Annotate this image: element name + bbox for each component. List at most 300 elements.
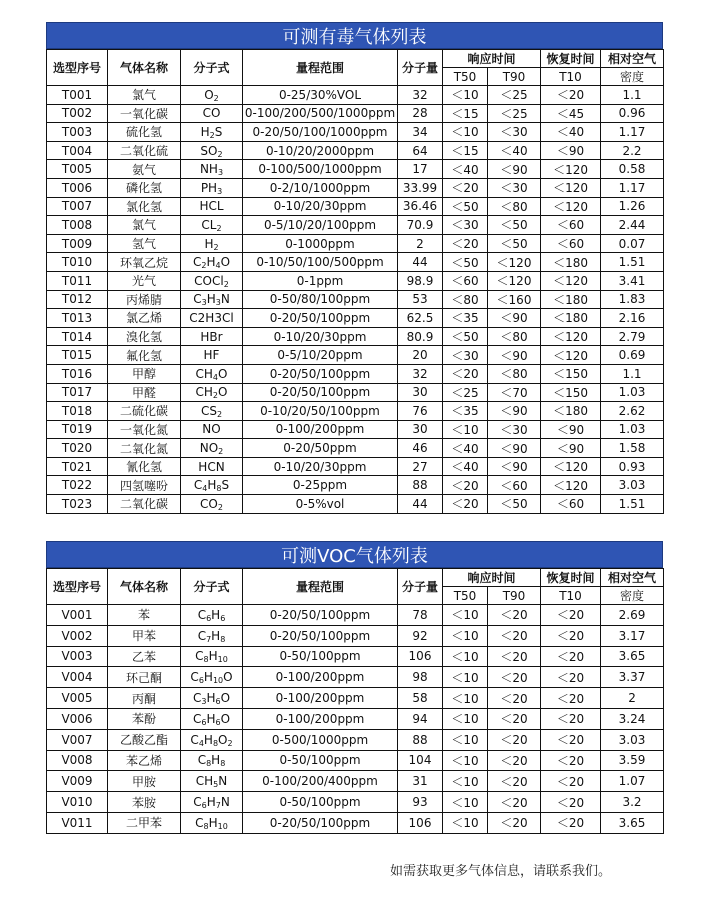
formula-part: O	[218, 366, 228, 381]
table-row	[47, 771, 664, 792]
formula-part: O	[218, 732, 228, 747]
table-row	[47, 86, 664, 105]
cell-model: V009	[47, 771, 108, 792]
cell-t90: ＜120	[488, 271, 541, 290]
table-row	[47, 234, 664, 253]
cell-formula	[181, 346, 243, 365]
cell-density: 2.62	[601, 402, 664, 421]
cell-t50: ＜20	[443, 495, 488, 514]
formula-part: PH	[200, 180, 218, 195]
table-row	[47, 160, 664, 179]
cell-gas-name: 乙苯	[108, 646, 181, 667]
cell-density: 2	[601, 688, 664, 709]
cell-formula	[181, 605, 243, 626]
cell-t10: ＜120	[541, 457, 601, 476]
cell-model: V002	[47, 625, 108, 646]
table-row	[47, 290, 664, 309]
cell-molecular-weight: 44	[398, 253, 443, 272]
cell-molecular-weight: 32	[398, 86, 443, 105]
cell-t50: ＜15	[443, 141, 488, 160]
cell-t90: ＜30	[488, 178, 541, 197]
formula-part: CL	[201, 217, 217, 232]
cell-t10: ＜20	[541, 667, 601, 688]
toxic-table-title: 可测有毒气体列表	[46, 22, 663, 49]
cell-gas-name: 甲醇	[108, 364, 181, 383]
formula-subscript: 3	[217, 168, 224, 178]
cell-molecular-weight: 27	[398, 457, 443, 476]
cell-gas-name: 氯气	[108, 216, 181, 235]
voc-table-title: 可测VOC气体列表	[46, 541, 663, 568]
formula-subscript: 6	[215, 717, 221, 727]
cell-formula	[181, 364, 243, 383]
table-row	[47, 141, 664, 160]
formula-subscript: 4	[212, 372, 219, 382]
table-row	[47, 667, 664, 688]
cell-t50: ＜10	[443, 729, 488, 750]
header-range: 量程范围	[243, 569, 398, 605]
cell-range: 0-1ppm	[243, 271, 398, 290]
table-row	[47, 197, 664, 216]
table-row	[47, 605, 664, 626]
cell-gas-name: 环氧乙烷	[108, 253, 181, 272]
formula-part: H	[207, 478, 217, 493]
formula-part: H	[206, 691, 216, 706]
formula-part: O	[220, 255, 231, 270]
formula-subscript: 10	[217, 821, 228, 831]
formula-subscript: 2	[216, 223, 222, 233]
formula-part: H	[208, 649, 218, 664]
cell-t50: ＜35	[443, 309, 488, 328]
formula-part: C	[192, 255, 202, 270]
cell-t90: ＜60	[488, 476, 541, 495]
cell-density: 1.03	[601, 420, 664, 439]
formula-part: C	[190, 732, 199, 747]
cell-model: T014	[47, 327, 108, 346]
cell-density: 0.69	[601, 346, 664, 365]
table-row	[47, 729, 664, 750]
formula-part: C	[192, 691, 202, 706]
cell-formula	[181, 253, 243, 272]
formula-part: S	[214, 124, 223, 139]
cell-range: 0-10/20/2000ppm	[243, 141, 398, 160]
cell-model: V001	[47, 605, 108, 626]
cell-t50: ＜50	[443, 253, 488, 272]
formula-subscript: 3	[201, 298, 207, 308]
cell-t90: ＜20	[488, 625, 541, 646]
formula-part: C2H3Cl	[189, 310, 234, 325]
header-name: 气体名称	[108, 569, 181, 605]
formula-subscript: 4	[198, 738, 204, 748]
formula-part: O	[220, 711, 231, 726]
cell-range: 0-20/50/100ppm	[243, 625, 398, 646]
cell-formula	[181, 234, 243, 253]
cell-range: 0-50/100ppm	[243, 646, 398, 667]
cell-t10: ＜20	[541, 688, 601, 709]
cell-gas-name: 丙烯腈	[108, 290, 181, 309]
formula-subscript: 6	[198, 676, 204, 686]
formula-subscript: 3	[217, 186, 223, 196]
cell-t10: ＜20	[541, 792, 601, 813]
cell-density: 3.59	[601, 750, 664, 771]
cell-density: 1.07	[601, 771, 664, 792]
cell-model: T023	[47, 495, 108, 514]
cell-range: 0-100/200ppm	[243, 708, 398, 729]
formula-subscript: 4	[215, 261, 221, 271]
cell-density: 3.65	[601, 812, 664, 833]
cell-t10: ＜40	[541, 123, 601, 142]
cell-t50: ＜10	[443, 420, 488, 439]
cell-density: 3.03	[601, 729, 664, 750]
cell-formula	[181, 290, 243, 309]
cell-density: 3.2	[601, 792, 664, 813]
cell-t50: ＜35	[443, 402, 488, 421]
formula-subscript: 2	[223, 279, 229, 289]
formula-part: COCl	[194, 273, 224, 288]
table-row	[47, 216, 664, 235]
voc-gas-section	[46, 541, 663, 834]
formula-part: H	[203, 670, 213, 685]
cell-molecular-weight: 76	[398, 402, 443, 421]
cell-density: 3.17	[601, 625, 664, 646]
formula-part: C	[195, 649, 204, 664]
cell-gas-name: 苯乙烯	[108, 750, 181, 771]
cell-range: 0-5%vol	[243, 495, 398, 514]
header-density1: 相对空气	[601, 50, 664, 68]
cell-range: 0-25ppm	[243, 476, 398, 495]
cell-range: 0-100/200/500/1000ppm	[243, 104, 398, 123]
cell-t10: ＜180	[541, 290, 601, 309]
cell-density: 2.16	[601, 309, 664, 328]
cell-formula	[181, 216, 243, 235]
cell-molecular-weight: 53	[398, 290, 443, 309]
cell-t90: ＜90	[488, 346, 541, 365]
table-row	[47, 457, 664, 476]
cell-density: 1.58	[601, 439, 664, 458]
cell-range: 0-2/10/1000ppm	[243, 178, 398, 197]
cell-t10: ＜20	[541, 646, 601, 667]
cell-molecular-weight: 17	[398, 160, 443, 179]
cell-formula	[181, 178, 243, 197]
voc-gas-table	[46, 568, 664, 834]
cell-model: T018	[47, 402, 108, 421]
formula-part: HCN	[198, 459, 225, 474]
cell-t90: ＜80	[488, 364, 541, 383]
cell-density: 1.1	[601, 86, 664, 105]
cell-range: 0-100/200ppm	[243, 667, 398, 688]
cell-t10: ＜90	[541, 420, 601, 439]
table-row	[47, 688, 664, 709]
cell-model: T008	[47, 216, 108, 235]
cell-t90: ＜50	[488, 216, 541, 235]
cell-t90: ＜20	[488, 792, 541, 813]
cell-model: T001	[47, 86, 108, 105]
formula-subscript: 6	[215, 697, 221, 707]
cell-molecular-weight: 2	[398, 234, 443, 253]
cell-range: 0-20/50/100ppm	[243, 605, 398, 626]
cell-molecular-weight: 98	[398, 667, 443, 688]
cell-molecular-weight: 33.99	[398, 178, 443, 197]
cell-molecular-weight: 36.46	[398, 197, 443, 216]
cell-t10: ＜150	[541, 364, 601, 383]
cell-t90: ＜80	[488, 197, 541, 216]
cell-model: V011	[47, 812, 108, 833]
table-row	[47, 792, 664, 813]
cell-t50: ＜10	[443, 688, 488, 709]
cell-model: T003	[47, 123, 108, 142]
formula-subscript: 2	[209, 130, 215, 140]
cell-molecular-weight: 30	[398, 420, 443, 439]
formula-part: CH	[195, 366, 213, 381]
cell-t90: ＜30	[488, 123, 541, 142]
cell-t50: ＜50	[443, 197, 488, 216]
cell-range: 0-100/200/400ppm	[243, 771, 398, 792]
formula-part: C	[193, 478, 203, 493]
formula-part: N	[218, 774, 228, 789]
formula-subscript: 6	[201, 717, 207, 727]
cell-gas-name: 苯酚	[108, 708, 181, 729]
cell-density: 0.96	[601, 104, 664, 123]
header-range: 量程范围	[243, 50, 398, 86]
formula-part: C	[197, 753, 207, 768]
formula-subscript: 4	[202, 484, 208, 494]
formula-part: C	[193, 795, 202, 810]
toxic-table-body	[47, 86, 664, 514]
cell-t10: ＜120	[541, 197, 601, 216]
formula-part: N	[220, 795, 230, 810]
cell-formula	[181, 708, 243, 729]
cell-t90: ＜90	[488, 160, 541, 179]
cell-formula	[181, 439, 243, 458]
header-recovery: 恢复时间	[541, 569, 601, 587]
cell-t10: ＜120	[541, 476, 601, 495]
cell-molecular-weight: 46	[398, 439, 443, 458]
cell-range: 0-5/10/20ppm	[243, 346, 398, 365]
cell-formula	[181, 123, 243, 142]
formula-part: C	[192, 711, 202, 726]
cell-model: T013	[47, 309, 108, 328]
cell-t50: ＜10	[443, 646, 488, 667]
header-formula: 分子式	[181, 569, 243, 605]
cell-molecular-weight: 31	[398, 771, 443, 792]
formula-part: H	[206, 255, 216, 270]
formula-subscript: 10	[212, 676, 224, 686]
cell-t10: ＜150	[541, 383, 601, 402]
formula-subscript: 6	[220, 613, 226, 623]
cell-t50: ＜80	[443, 290, 488, 309]
cell-t90: ＜50	[488, 234, 541, 253]
cell-t90: ＜20	[488, 729, 541, 750]
header-name: 气体名称	[108, 50, 181, 86]
cell-range: 0-10/20/30ppm	[243, 327, 398, 346]
formula-part: H	[208, 815, 218, 830]
cell-t10: ＜120	[541, 271, 601, 290]
header-t10: T10	[541, 587, 601, 605]
cell-molecular-weight: 28	[398, 104, 443, 123]
table-row	[47, 364, 664, 383]
cell-formula	[181, 688, 243, 709]
formula-part: CO	[200, 496, 218, 511]
cell-t10: ＜20	[541, 605, 601, 626]
cell-t10: ＜20	[541, 86, 601, 105]
cell-range: 0-100/500/1000ppm	[243, 160, 398, 179]
header-density1: 相对空气	[601, 569, 664, 587]
formula-subscript: 8	[212, 738, 219, 748]
cell-range: 0-20/50/100/1000ppm	[243, 123, 398, 142]
cell-range: 0-10/20/50/100ppm	[243, 402, 398, 421]
cell-gas-name: 氟化氢	[108, 346, 181, 365]
cell-t10: ＜20	[541, 625, 601, 646]
cell-gas-name: 硫化氢	[108, 123, 181, 142]
table-row	[47, 309, 664, 328]
cell-density: 0.58	[601, 160, 664, 179]
cell-t50: ＜10	[443, 123, 488, 142]
cell-t50: ＜40	[443, 439, 488, 458]
cell-t50: ＜40	[443, 160, 488, 179]
cell-density: 0.07	[601, 234, 664, 253]
formula-part: H	[206, 292, 216, 307]
cell-t10: ＜60	[541, 495, 601, 514]
cell-t50: ＜10	[443, 771, 488, 792]
cell-t10: ＜60	[541, 234, 601, 253]
cell-t50: ＜10	[443, 750, 488, 771]
cell-gas-name: 二硫化碳	[108, 402, 181, 421]
header-t50: T50	[443, 68, 488, 86]
header-response: 响应时间	[443, 569, 541, 587]
cell-t90: ＜20	[488, 688, 541, 709]
cell-t90: ＜20	[488, 771, 541, 792]
formula-subscript: 8	[206, 759, 212, 769]
cell-t90: ＜90	[488, 309, 541, 328]
cell-molecular-weight: 58	[398, 688, 443, 709]
table-row	[47, 271, 664, 290]
cell-molecular-weight: 34	[398, 123, 443, 142]
cell-t90: ＜160	[488, 290, 541, 309]
cell-molecular-weight: 92	[398, 625, 443, 646]
cell-t10: ＜20	[541, 812, 601, 833]
cell-formula	[181, 729, 243, 750]
cell-gas-name: 苯胺	[108, 792, 181, 813]
cell-model: T009	[47, 234, 108, 253]
table-row	[47, 402, 664, 421]
cell-molecular-weight: 70.9	[398, 216, 443, 235]
formula-part: H	[211, 753, 221, 768]
cell-formula	[181, 625, 243, 646]
cell-formula	[181, 141, 243, 160]
cell-formula	[181, 495, 243, 514]
header-t90: T90	[488, 68, 541, 86]
cell-model: V007	[47, 729, 108, 750]
formula-subscript: 8	[203, 821, 209, 831]
toxic-gas-table	[46, 49, 664, 514]
formula-subscript: 2	[216, 409, 223, 419]
formula-subscript: 2	[201, 261, 207, 271]
cell-density: 2.79	[601, 327, 664, 346]
cell-density: 1.1	[601, 364, 664, 383]
cell-molecular-weight: 78	[398, 605, 443, 626]
formula-part: C	[193, 292, 202, 307]
cell-model: T004	[47, 141, 108, 160]
cell-molecular-weight: 98.9	[398, 271, 443, 290]
cell-density: 3.65	[601, 646, 664, 667]
cell-formula	[181, 750, 243, 771]
cell-t90: ＜20	[488, 605, 541, 626]
cell-formula	[181, 667, 243, 688]
formula-subscript: 2	[217, 502, 223, 512]
formula-subscript: 2	[213, 93, 219, 103]
cell-formula	[181, 476, 243, 495]
cell-range: 0-20/50/100ppm	[243, 309, 398, 328]
cell-model: V010	[47, 792, 108, 813]
header-t50: T50	[443, 587, 488, 605]
cell-t90: ＜90	[488, 402, 541, 421]
cell-model: V004	[47, 667, 108, 688]
cell-t50: ＜20	[443, 234, 488, 253]
cell-molecular-weight: 44	[398, 495, 443, 514]
table-row	[47, 476, 664, 495]
cell-t10: ＜120	[541, 160, 601, 179]
table-row	[47, 346, 664, 365]
formula-part: O	[220, 691, 231, 706]
table-row	[47, 812, 664, 833]
cell-t10: ＜120	[541, 178, 601, 197]
cell-t10: ＜20	[541, 750, 601, 771]
cell-gas-name: 光气	[108, 271, 181, 290]
cell-t90: ＜90	[488, 457, 541, 476]
formula-subscript: 10	[217, 655, 228, 665]
cell-molecular-weight: 93	[398, 792, 443, 813]
table-row	[47, 750, 664, 771]
cell-gas-name: 磷化氢	[108, 178, 181, 197]
cell-model: T005	[47, 160, 108, 179]
cell-range: 0-20/50/100ppm	[243, 812, 398, 833]
header-response: 响应时间	[443, 50, 541, 68]
cell-gas-name: 环己酮	[108, 667, 181, 688]
cell-density: 1.17	[601, 178, 664, 197]
cell-density: 3.24	[601, 708, 664, 729]
formula-part: C	[195, 815, 204, 830]
header-model: 选型序号	[47, 569, 108, 605]
table-row	[47, 708, 664, 729]
cell-formula	[181, 197, 243, 216]
cell-t90: ＜25	[488, 104, 541, 123]
cell-formula	[181, 327, 243, 346]
cell-t90: ＜20	[488, 646, 541, 667]
cell-formula	[181, 309, 243, 328]
cell-formula	[181, 383, 243, 402]
formula-subscript: 2	[218, 447, 224, 457]
cell-t90: ＜20	[488, 667, 541, 688]
formula-subscript: 2	[227, 738, 233, 748]
cell-range: 0-50/100ppm	[243, 792, 398, 813]
cell-range: 0-100/200ppm	[243, 688, 398, 709]
cell-range: 0-50/100ppm	[243, 750, 398, 771]
cell-range: 0-10/20/30ppm	[243, 197, 398, 216]
formula-part: HCL	[199, 199, 224, 214]
cell-gas-name: 二甲苯	[108, 812, 181, 833]
cell-model: T012	[47, 290, 108, 309]
cell-model: T011	[47, 271, 108, 290]
cell-gas-name: 二氧化氮	[108, 439, 181, 458]
cell-t10: ＜120	[541, 327, 601, 346]
cell-formula	[181, 812, 243, 833]
header-t10: T10	[541, 68, 601, 86]
cell-t50: ＜10	[443, 605, 488, 626]
formula-subscript: 6	[201, 801, 207, 811]
table-row	[47, 178, 664, 197]
table-row	[47, 123, 664, 142]
cell-t90: ＜25	[488, 86, 541, 105]
cell-t10: ＜90	[541, 439, 601, 458]
